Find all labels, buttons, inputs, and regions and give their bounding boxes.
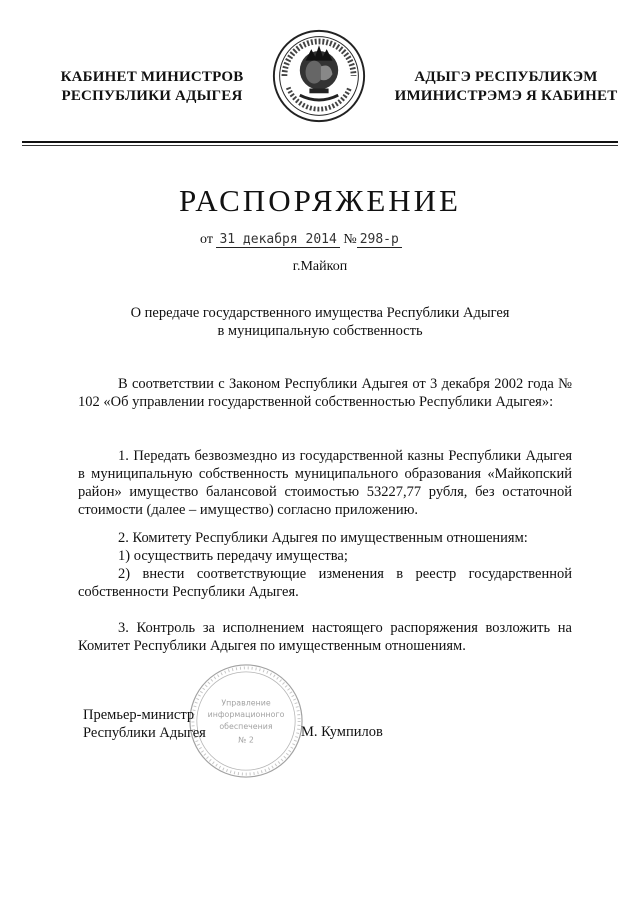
coat-of-arms-of-adygea-icon xyxy=(271,28,367,124)
header-right-ady xyxy=(384,68,628,106)
item-2-sub1: 1) осуществить передачу имущества; xyxy=(118,548,348,564)
signatory-position-line2: Республики Адыгея xyxy=(83,725,206,741)
item-1-paragraph xyxy=(78,447,572,519)
item-1-text: 1. Передать безвозмездно из государственной казны Республики Адыгея в муниципальную собственность муниципального образования «Майкопский район» имущество балансовой стоимостью 53227,77 рубля, без остаточной стоимости (далее – имущество) согласно приложению. xyxy=(78,448,572,518)
seal-text-line1: Управление xyxy=(221,698,271,708)
header-right-line2: ИМИНИСТРЭМЭ Я КАБИНЕТ xyxy=(394,88,618,104)
city: г.Майкоп xyxy=(292,259,348,274)
number-sign: № xyxy=(343,232,357,247)
seal-text-line2: информационного xyxy=(207,710,285,720)
date-prefix: от xyxy=(200,232,213,247)
date-number-line xyxy=(200,232,402,248)
item-3-paragraph xyxy=(78,619,572,655)
header-left-line2: РЕСПУБЛИКИ АДЫГЕЯ xyxy=(61,88,243,104)
document-title: РАСПОРЯЖЕНИЕ xyxy=(179,183,461,218)
date-value: 31 декабря 2014 xyxy=(216,232,339,248)
header-divider-thick xyxy=(22,141,618,143)
item-2-paragraph xyxy=(78,529,572,601)
header-divider-thin xyxy=(22,145,618,146)
subject-heading xyxy=(80,304,560,340)
subject-line1: О передаче государственного имущества Республики Адыгея xyxy=(130,305,510,321)
order-number: 298-р xyxy=(357,232,402,248)
item-2-head: 2. Комитету Республики Адыгея по имущественным отношениям: xyxy=(118,530,528,546)
preamble-text: В соответствии с Законом Республики Адыгея от 3 декабря 2002 года № 102 «Об управлении государственной собственностью Республики Адыгея»: xyxy=(78,376,572,410)
seal-text-line4: № 2 xyxy=(238,735,254,745)
header-right-line1: АДЫГЭ РЕСПУБЛИКЭМ xyxy=(414,69,598,85)
item-2-sub2: 2) внести соответствующие изменения в реестр государственной собственности Республики Адыгея. xyxy=(78,566,572,600)
signatory-position xyxy=(83,706,206,742)
preamble-paragraph xyxy=(78,375,572,411)
header-left-ru xyxy=(52,68,252,106)
item-3-text: 3. Контроль за исполнением настоящего распоряжения возложить на Комитет Республики Адыгея по имущественным отношениям. xyxy=(78,620,572,654)
header-left-line1: КАБИНЕТ МИНИСТРОВ xyxy=(60,69,244,85)
seal-text-line3: обеспечения xyxy=(219,721,273,731)
signatory-position-line1: Премьер-министр xyxy=(83,707,195,723)
signatory-name: М. Кумпилов xyxy=(301,724,383,740)
subject-line2: в муниципальную собственность xyxy=(217,323,423,339)
